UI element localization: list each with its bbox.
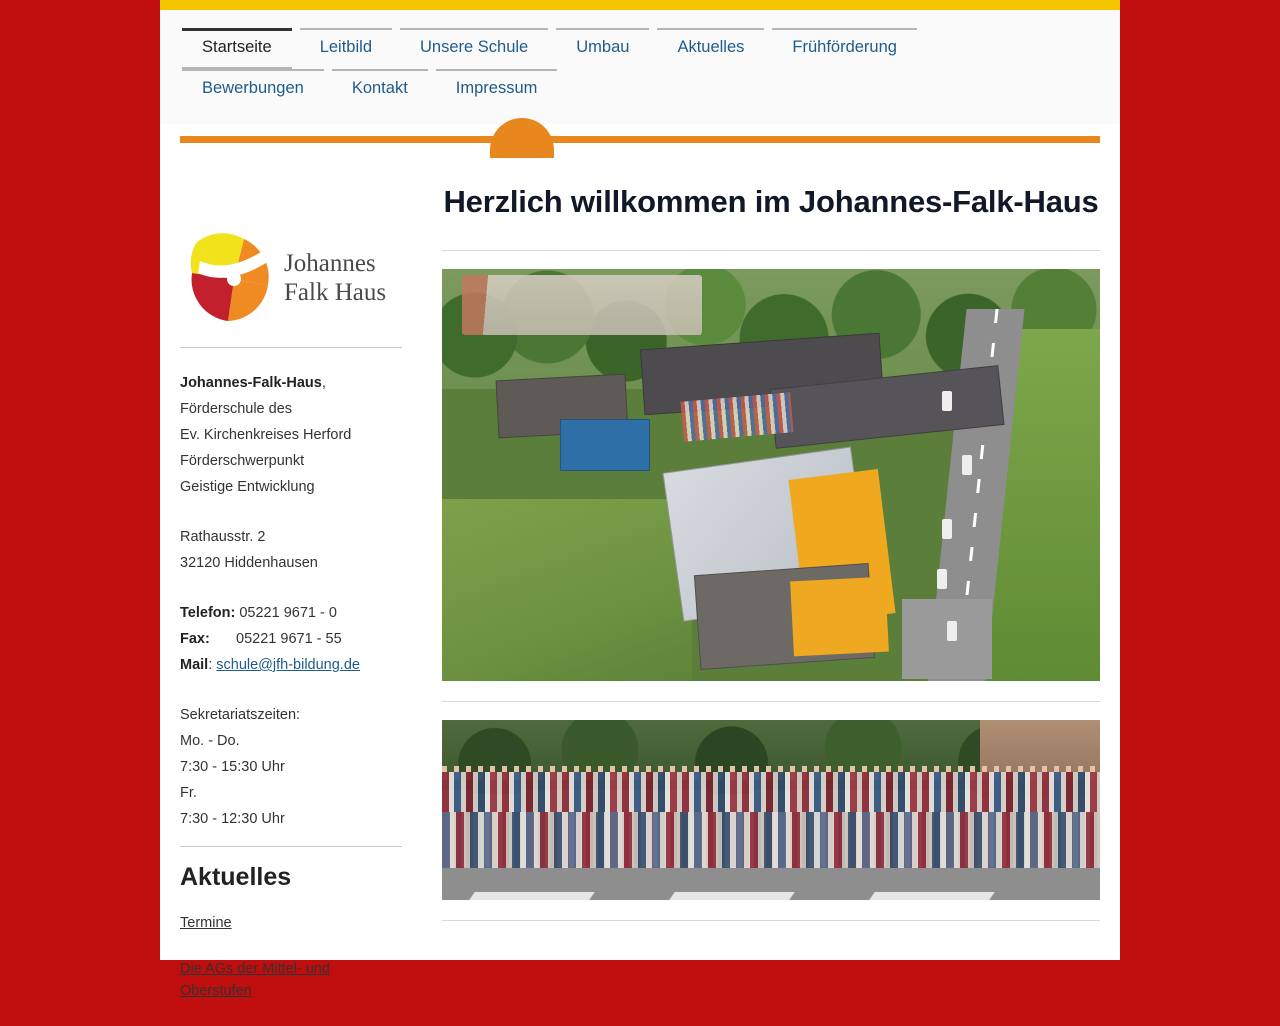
- site-logo[interactable]: [180, 223, 402, 335]
- sidebar-news-link-termine[interactable]: Termine: [180, 915, 232, 931]
- nav-item-unsere-schule[interactable]: Unsere Schule: [400, 28, 548, 69]
- nav-item-kontakt[interactable]: Kontakt: [332, 69, 428, 110]
- staff-group-photo: [442, 720, 1100, 900]
- address-city: 32120 Hiddenhausen: [180, 555, 318, 571]
- org-description: [180, 370, 402, 500]
- office-hours-line-4: 7:30 - 12:30 Uhr: [180, 811, 285, 827]
- nav-row-primary: [160, 28, 1120, 69]
- content-area: [160, 143, 1120, 1026]
- nav-item-fruehfoerderung[interactable]: Frühförderung: [772, 28, 917, 69]
- nav-item-umbau[interactable]: Umbau: [556, 28, 649, 69]
- page-title: Herzlich willkommen im Johannes-Falk-Haus: [443, 184, 1099, 219]
- logo-wordmark: [280, 250, 386, 308]
- contact-phone-label: Telefon:: [180, 605, 236, 621]
- main-navigation: [160, 10, 1120, 124]
- contact-mail-row: [180, 652, 402, 678]
- address-block: [180, 524, 402, 576]
- nav-item-leitbild[interactable]: Leitbild: [300, 28, 392, 69]
- photo-divider: [442, 701, 1100, 702]
- nav-item-impressum[interactable]: Impressum: [436, 69, 558, 110]
- org-line-2: Förderschule des: [180, 401, 293, 417]
- contact-mail-link[interactable]: schule@jfh-bildung.de: [216, 657, 360, 673]
- decorative-arc: [490, 118, 554, 158]
- contact-fax-value: 05221 9671 - 55: [236, 631, 342, 647]
- org-name-line: [180, 370, 402, 396]
- contact-block: [180, 600, 402, 678]
- office-hours-line-2: 7:30 - 15:30 Uhr: [180, 759, 285, 775]
- org-line-5: Geistige Entwicklung: [180, 479, 315, 495]
- logo-divider: [180, 347, 402, 348]
- contact-mail-label: Mail: [180, 657, 209, 673]
- org-name: Johannes-Falk-Haus: [180, 375, 322, 391]
- contact-phone-row: [180, 600, 402, 626]
- logo-wordmark-line2: Falk Haus: [284, 279, 387, 306]
- address-street: Rathausstr. 2: [180, 529, 266, 545]
- nav-item-bewerbungen[interactable]: Bewerbungen: [182, 69, 324, 110]
- main-content: [402, 143, 1100, 1026]
- top-color-bar: [160, 0, 1120, 10]
- site-frame: [160, 0, 1120, 999]
- contact-fax-row: [180, 626, 402, 652]
- contact-phone-value: 05221 9671 - 0: [239, 605, 337, 621]
- nav-item-aktuelles[interactable]: Aktuelles: [657, 28, 764, 69]
- title-divider: [442, 250, 1100, 251]
- office-hours-title: Sekretariatszeiten:: [180, 707, 301, 723]
- org-line-4: Förderschwerpunkt: [180, 453, 305, 469]
- contact-mail-colon: :: [208, 657, 213, 673]
- sidebar-news-heading: Aktuelles: [180, 863, 292, 891]
- accent-divider: [180, 136, 1100, 143]
- org-line-3: Ev. Kirchenkreises Herford: [180, 427, 352, 443]
- nav-item-startseite[interactable]: Startseite: [182, 28, 292, 69]
- sidebar: [180, 143, 402, 1026]
- aerial-school-photo: [442, 269, 1100, 681]
- org-name-comma: ,: [321, 375, 326, 391]
- bottom-divider: [442, 920, 1100, 921]
- office-hours-block: [180, 702, 402, 832]
- office-hours-line-3: Fr.: [180, 785, 197, 801]
- sidebar-news-link-ags[interactable]: Die AGs der Mittel- und Oberstufen: [180, 961, 330, 999]
- contact-fax-label: Fax:: [180, 631, 210, 647]
- sidebar-divider: [180, 846, 402, 847]
- office-hours-line-1: Mo. - Do.: [180, 733, 240, 749]
- logo-mark-icon: [182, 233, 280, 325]
- nav-row-secondary: [160, 69, 1120, 110]
- logo-wordmark-line1: Johannes: [284, 250, 376, 278]
